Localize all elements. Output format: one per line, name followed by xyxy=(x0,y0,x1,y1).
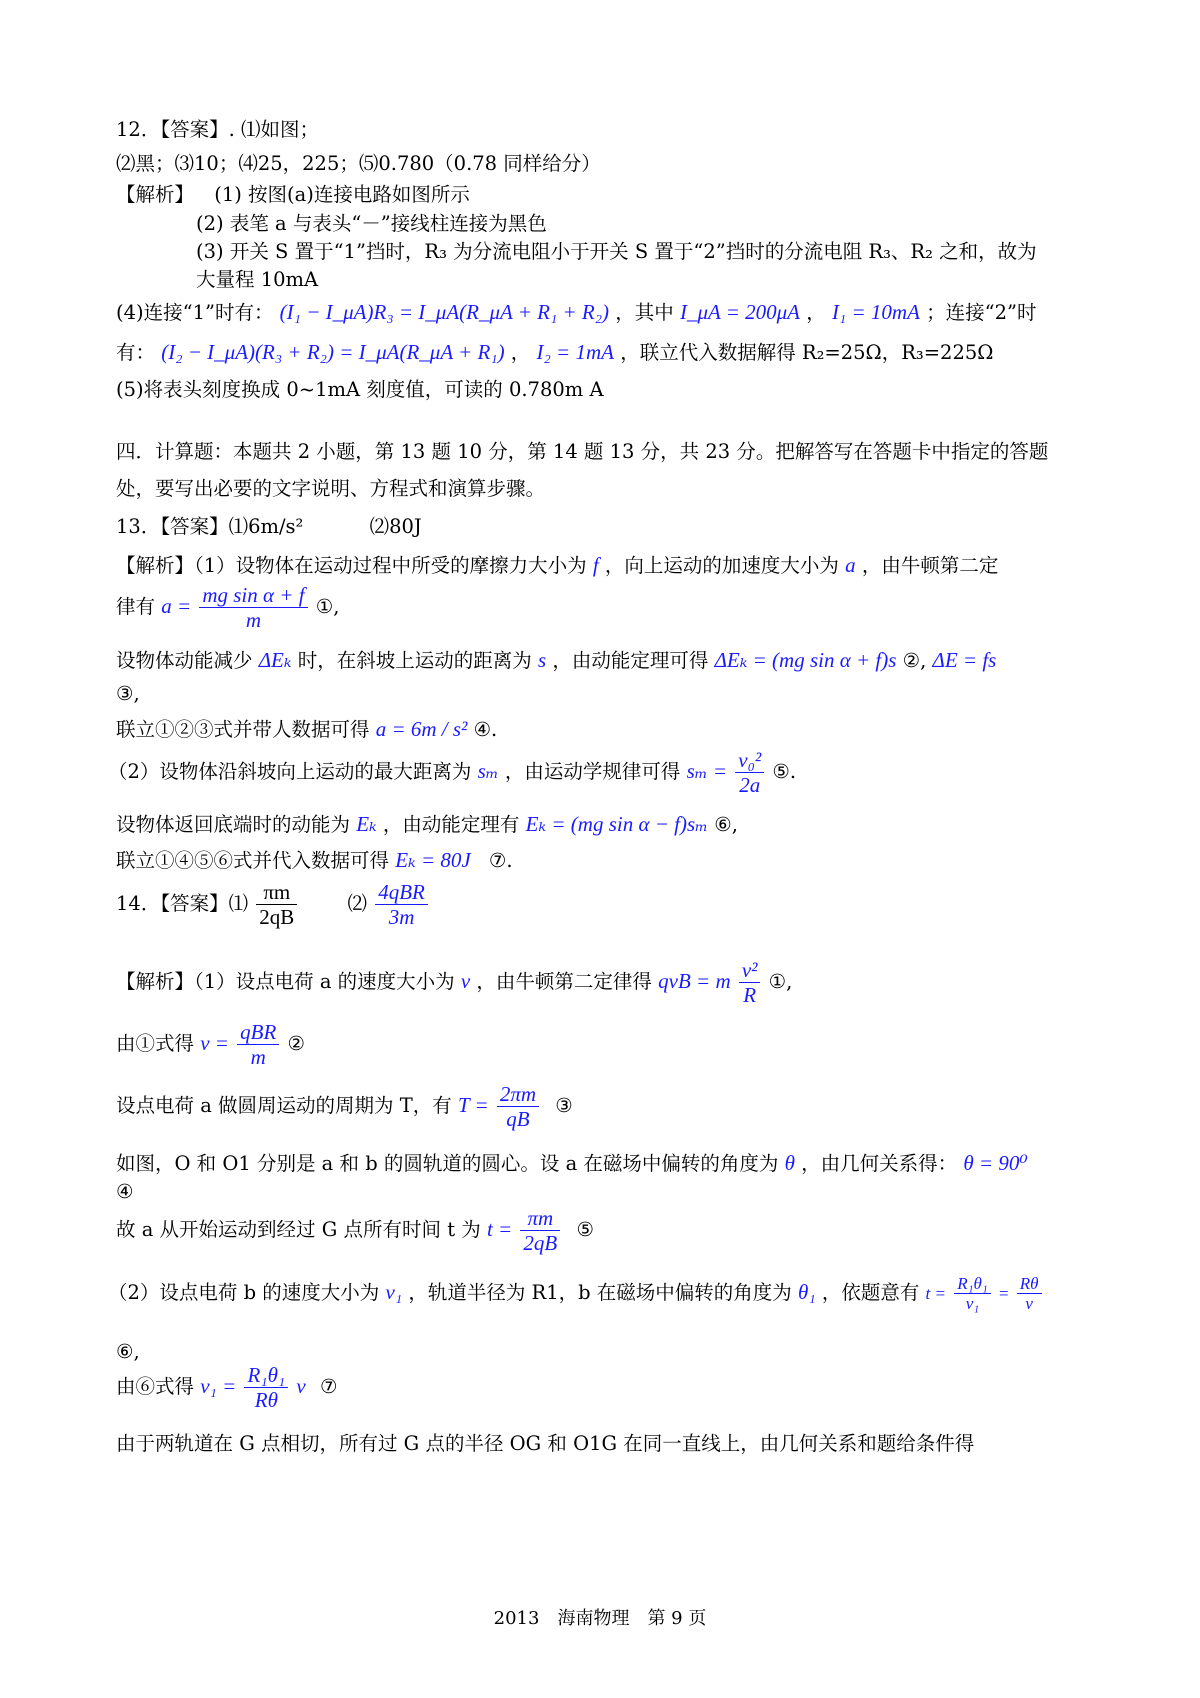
equation: qvB = m xyxy=(658,969,731,993)
text: 四．计算题：本题共 2 小题，第 13 题 10 分，第 14 题 13 分，共 23 分。把解答写在答题卡中指定的答题 xyxy=(116,440,1049,463)
text: (4)连接“1”时有： xyxy=(116,301,274,324)
denominator: m xyxy=(245,608,262,632)
text: 如图，O 和 O1 分别是 a 和 b 的圆轨道的圆心。设 a 在磁场中偏转的角度为 xyxy=(116,1152,779,1175)
text: ⑤. xyxy=(772,760,797,783)
text: ⑤ xyxy=(576,1218,594,1241)
text: （2）设点电荷 b 的速度大小为 xyxy=(108,1281,380,1304)
text: ；连接“2”时 xyxy=(926,301,1037,324)
numerator: Rθ xyxy=(1017,1274,1042,1294)
text: ⑵黑；⑶10；⑷25，225；⑸0.780（0.78 同样给分） xyxy=(116,152,601,175)
analysis-12-4-cont xyxy=(116,340,993,365)
fraction xyxy=(1017,1274,1042,1313)
text: ①, xyxy=(315,595,340,618)
equation: Eₖ = 80J xyxy=(395,848,471,872)
numerator: R₁θ₁ xyxy=(244,1363,288,1388)
equation: Eₖ = (mg sin α − f)sₘ xyxy=(525,812,709,836)
equation: I_μA = 200μA xyxy=(679,300,801,324)
analysis-label: 【解析】 xyxy=(116,183,195,206)
text: ，由几何关系得： xyxy=(801,1152,958,1175)
equation: ΔEₖ xyxy=(258,648,292,672)
text: 【解析】（1）设物体在运动过程中所受的摩擦力大小为 xyxy=(116,554,587,577)
analysis-14-eq7 xyxy=(116,1363,337,1412)
analysis-13-eq2 xyxy=(116,648,996,673)
fraction xyxy=(199,583,307,632)
analysis-12-3 xyxy=(196,240,1037,264)
denominator: Rθ xyxy=(254,1388,278,1412)
analysis-13-eq6 xyxy=(116,812,738,837)
equation: I₂ = 1mA xyxy=(536,340,614,364)
text: 联立①④⑤⑥式并代入数据可得 xyxy=(116,849,390,872)
equation: s xyxy=(537,648,547,672)
text: 律有 xyxy=(116,595,156,618)
denominator: m xyxy=(250,1045,266,1069)
numerator: v₀² xyxy=(735,748,764,773)
equation: v xyxy=(296,1374,306,1398)
fraction xyxy=(497,1082,539,1131)
denominator: 2qB xyxy=(259,905,295,929)
text: 处，要写出必要的文字说明、方程式和演算步骤。 xyxy=(116,477,546,500)
fraction xyxy=(520,1206,560,1255)
analysis-14-eq5 xyxy=(116,1206,594,1255)
fraction xyxy=(739,958,761,1007)
answer-14-line xyxy=(116,880,430,929)
analysis-14-eq4 xyxy=(116,1180,133,1204)
text: ④ xyxy=(116,1180,134,1203)
equation: a xyxy=(845,553,856,577)
text: (1) 按图(a)连接电路如图所示 xyxy=(214,183,470,206)
text: ⑵ xyxy=(347,892,368,915)
page-footer: 2013 海南物理 第 9 页 xyxy=(493,1608,707,1629)
equation: ΔEₖ = (mg sin α + f)s xyxy=(714,648,897,672)
analysis-14-last xyxy=(116,1432,974,1456)
text: ， xyxy=(806,301,826,324)
numerator: 4qBR xyxy=(375,880,428,905)
text: 由于两轨道在 G 点相切，所有过 G 点的半径 OG 和 O1G 在同一直线上，由几何关系和题给条件得 xyxy=(116,1432,975,1455)
text: 12．【答案】. ⑴如图； xyxy=(116,118,319,141)
text: ⑦. xyxy=(488,849,513,872)
text: ，联立代入数据解得 R₂=25Ω，R₃=225Ω xyxy=(620,341,994,364)
numerator: mg sin α + f xyxy=(199,583,307,608)
equation: θ = 90⁰ xyxy=(963,1151,1028,1175)
equation: v₁ xyxy=(385,1280,403,1304)
equation: sₘ = xyxy=(686,759,728,783)
section-4-heading xyxy=(116,440,1048,464)
numerator: 2πm xyxy=(497,1082,539,1107)
equation: a = xyxy=(161,594,192,618)
analysis-13-result2 xyxy=(116,848,513,873)
text: 有： xyxy=(116,341,156,364)
fraction xyxy=(375,880,428,929)
text: 由⑥式得 xyxy=(116,1375,195,1398)
text: ④. xyxy=(473,718,498,741)
text: 【解析】（1）设点电荷 a 的速度大小为 xyxy=(116,970,455,993)
text: ② xyxy=(287,1032,306,1055)
analysis-13-result1 xyxy=(116,717,497,742)
numerator: πm xyxy=(520,1206,560,1231)
equation: v = xyxy=(200,1031,229,1055)
analysis-13-1 xyxy=(116,553,998,578)
analysis-12-5 xyxy=(116,378,604,402)
equation: Eₖ xyxy=(356,812,377,836)
equation: (I₂ − I_μA)(R₃ + R₂) = I_μA(R_μA + R₁) xyxy=(161,340,505,364)
denominator: R xyxy=(743,983,757,1007)
numerator: πm xyxy=(256,880,297,905)
fraction xyxy=(244,1363,288,1412)
text: 设点电荷 a 做圆周运动的周期为 T，有 xyxy=(116,1094,452,1117)
text: ⑥, xyxy=(714,813,738,836)
section-4-heading-cont xyxy=(116,477,545,501)
denominator: v xyxy=(1025,1294,1033,1313)
text: 13．【答案】⑴6m/s² xyxy=(116,515,304,538)
denominator: 2a xyxy=(739,773,761,797)
equals-sign: = xyxy=(998,1284,1009,1303)
fraction xyxy=(954,1274,991,1313)
text: (2) 表笔 a 与表头“－”接线柱连接为黑色 xyxy=(196,212,547,235)
analysis-14-2 xyxy=(108,1274,1044,1313)
answer-13-line xyxy=(116,515,422,539)
text: ①, xyxy=(768,970,793,993)
analysis-14-eq2 xyxy=(116,1020,305,1069)
denominator: v₁ xyxy=(965,1294,980,1313)
text: ，向上运动的加速度大小为 xyxy=(604,554,839,577)
text: ，依题意有 xyxy=(821,1281,920,1304)
text: (3) 开关 S 置于“1”挡时，R₃ 为分流电阻小于开关 S 置于“2”挡时的分流电阻 R₃、R₂ 之和，故为 xyxy=(196,240,1037,263)
equation: (I₁ − I_μA)R₃ = I_μA(R_μA + R₁ + R₂) xyxy=(279,300,610,324)
denominator: 2qB xyxy=(523,1231,558,1255)
answer-12-values xyxy=(116,152,601,176)
analysis-13-eq3 xyxy=(116,682,140,706)
equation: v xyxy=(460,969,471,993)
text: 大量程 10mA xyxy=(196,268,319,291)
equation: sₘ xyxy=(477,759,499,783)
numerator: R₁θ₁ xyxy=(954,1274,991,1294)
fraction xyxy=(256,880,297,929)
text: ，由动能定理可得 xyxy=(552,649,709,672)
text: ，由牛顿第二定律得 xyxy=(476,970,652,993)
analysis-14-eq3 xyxy=(116,1082,573,1131)
text: 联立①②③式并带人数据可得 xyxy=(116,718,370,741)
text: ⑥, xyxy=(116,1340,140,1363)
equation: a = 6m / s² xyxy=(375,717,468,741)
text: 故 a 从开始运动到经过 G 点所有时间 t 为 xyxy=(116,1218,481,1241)
equation: ΔE = fs xyxy=(932,648,997,672)
numerator: v² xyxy=(739,958,761,983)
text: ， xyxy=(510,341,531,364)
denominator: qB xyxy=(506,1107,530,1131)
fraction xyxy=(237,1020,279,1069)
text: ②, xyxy=(902,649,927,672)
denominator: 3m xyxy=(388,905,415,929)
text: ⑵80J xyxy=(369,515,422,538)
analysis-14-1 xyxy=(116,958,792,1007)
text: 时，在斜坡上运动的距离为 xyxy=(297,649,532,672)
text: ，由运动学规律可得 xyxy=(504,760,681,783)
text: ，轨道半径为 R1，b 在磁场中偏转的角度为 xyxy=(408,1281,792,1304)
text: ，其中 xyxy=(615,301,674,324)
analysis-13-eq1 xyxy=(116,583,339,632)
fraction xyxy=(735,748,764,797)
equation: t = xyxy=(486,1217,513,1241)
text: 14．【答案】⑴ xyxy=(116,892,249,915)
text: ③, xyxy=(116,682,140,705)
equation: I₁ = 10mA xyxy=(831,300,920,324)
analysis-12-3-cont xyxy=(196,268,318,292)
text: 设物体返回底端时的动能为 xyxy=(116,813,351,836)
text: 由①式得 xyxy=(116,1032,195,1055)
analysis-12-1 xyxy=(116,183,470,207)
text: ⑦ xyxy=(319,1375,338,1398)
analysis-14-eq6 xyxy=(116,1340,140,1364)
equation: v₁ = xyxy=(200,1374,237,1398)
equation: f xyxy=(592,553,599,577)
analysis-13-2 xyxy=(108,748,796,797)
equation: θ₁ xyxy=(798,1280,816,1304)
analysis-14-geometry xyxy=(116,1151,1028,1176)
answer-12-line xyxy=(116,118,319,142)
text: （2）设物体沿斜坡向上运动的最大距离为 xyxy=(108,760,472,783)
text: ③ xyxy=(555,1094,573,1117)
analysis-12-4 xyxy=(116,300,1036,325)
text: ，由动能定理有 xyxy=(382,813,520,836)
text: (5)将表头刻度换成 0~1mA 刻度值，可读的 0.780m A xyxy=(116,378,604,401)
text: ，由牛顿第二定 xyxy=(861,554,999,577)
equation: T = xyxy=(457,1093,489,1117)
equation: θ xyxy=(784,1151,795,1175)
equation: t = xyxy=(925,1284,946,1303)
text: 设物体动能减少 xyxy=(116,649,253,672)
analysis-12-2 xyxy=(196,212,547,236)
numerator: qBR xyxy=(237,1020,279,1045)
